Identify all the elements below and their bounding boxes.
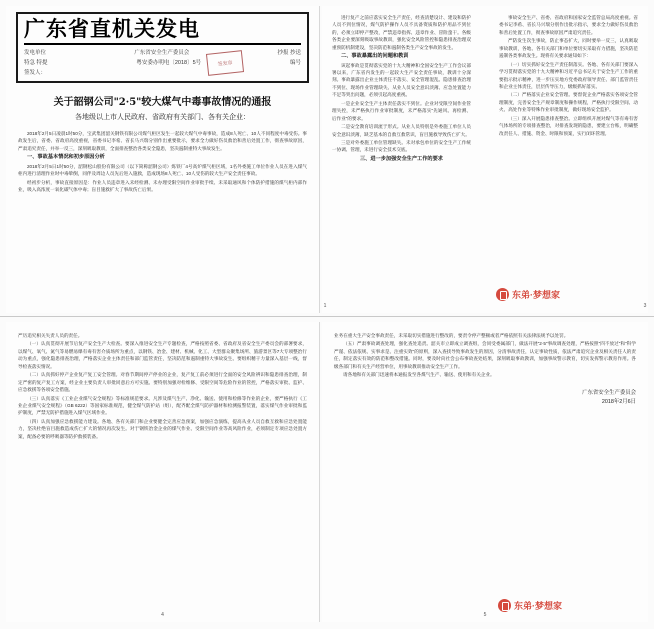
sheet-divider [0, 316, 654, 317]
page-number: 4 [161, 612, 164, 618]
paragraph: 2018年2月5日凌晨1时50分，宝武集团韶关钢铁有限公司煤气柜区发生一起较大煤气中毒事故，造成8人死亡、10人不同程度中毒受伤。事故发生后，省委、省政府高度重视，省委书记李希、省长马兴瑞分别作出重要批示，要求全力做好伤员救治和善后处置工作，彻查事故原因，严肃追究责任，并举一反三，深刻吸取教训，全面排查整治各类安全隐患，坚决遏制重特大事故发生。 [18, 131, 307, 151]
issue-date: 2018年2月6日 [601, 398, 636, 405]
red-seal-stamp: 签发章 [206, 50, 244, 76]
watermark-badge-icon [498, 599, 511, 612]
paragraph: 该起事故是贯彻落实党的十九大精神和全国安全生产工作会议部署以来，广东省内发生的一起较大生产安全责任事故，教训十分深刻。事故暴露出企业主体责任不落实、安全管理混乱、隐患排查治理不到位、现场作业管理缺失、从业人员安全意识淡薄、应急处置能力不足等突出问题，必须引起高度重视。 [332, 62, 471, 98]
paragraph: 经初步分析，事故直接原因是：作业人员违章进入未经检测、未办理受限空间作业审批手续、未采取通风和个体防护措施的煤气柜内部作业，吸入高浓度一氧化碳气体中毒；盲目施救扩大了事故伤亡后果。 [18, 179, 307, 193]
paragraph: （一）认真贯彻开展节后复产安全生产大检查。要深入推进安全生产专题检查，严格按照省委、省政府及省安全生产委员会的部署要求，以煤气、氧气、氮气等易燃易爆有毒有害介质场所为重点，以钢铁、冶金、建材、机械、化工、大型群众聚集场所、旅游景区等7大专项整治行动为重点，强化隐患排查治理，严格落实企业主体责任和部门监管责任，坚决防范和遏制重特大事故发生。要组织精干力量深入基层一线，督导检查落实情况。 [18, 341, 307, 369]
paragraph: （五）严肃事故调查处理，强化查处追责。韶关市立即成立调查组，会同受委属部门，做法开展"2·5"事故调查处理，严格按照"四不放过"和"科学严谨、依法依规、实事求是、注重实效"的原则，深入查找导致事故发生的原因，分清事故责任，认定事故性质，依法严肃追究企业及相关责任人的责任，制定落实有效的防范和整改措施。同时，要及时向社会公布事故查处结果，深刻吸取事故教训，加强事故警示教育，切实发挥警示教育作用。各级各部门和有关生产经营单位，用事故教训推动安全生产工作。 [334, 341, 636, 369]
page-1-body [18, 130, 307, 193]
masthead-meta-center: 广东省安全生产委员会 [134, 50, 190, 57]
masthead-number-row [24, 58, 301, 66]
masthead-meta-left: 发电单位 [24, 50, 47, 57]
masthead-urgency: 特急 特提 [24, 60, 48, 67]
paragraph: （三）深入开展隐患排查整治。立即组织开展对煤气等有毒有害气体场所的专项排查整治，对排查发现的隐患，要建立台账，明确整改责任人、措施、资金、时限和预案，实行闭环管理。 [499, 115, 638, 136]
watermark [498, 599, 562, 612]
section-heading: 三、进一步加强安全生产工作的要求 [359, 155, 443, 162]
masthead-doc-number: 粤安委办明电〔2018〕5号 [136, 60, 202, 67]
paragraph: （一）切实抓好安全生产责任制落实。各地、各有关部门要深入学习贯彻落实党的十九大精神和习近平总书记关于安全生产工作的重要指示批示精神，进一步压实地方党委政府领导责任、部门监管责任和企业主体责任，层层传导压力，级级抓好落实。 [499, 61, 638, 89]
page-3-column-right [499, 14, 638, 137]
paragraph: 一是企业安全生产主体责任落实不到位。企业对受限空间作业管理失控，未严格执行作业审批制度，未严格落实"先通风、再检测、后作业"的要求。 [332, 100, 471, 121]
paragraph: 严历追究相关失责人员的责任。 [18, 333, 83, 338]
signature-block [322, 389, 636, 407]
watermark-text: 东弟·梦想家 [514, 601, 562, 611]
paragraph: （四）认真加强应急救援能力建设。各地、各有关部门和企业要健全完善应急预案，加强应急演练，提高从业人员自救互救和应急处置能力，坚决杜绝盲目施救造成伤亡扩大的情况再次发生。对于钢铁冶金企业的煤气作业、受限空间作业等高风险作业，必须制定专项应急处置方案，配备必要的呼吸器等防护救援装备。 [18, 418, 307, 439]
masthead-meta-right: 抄报 抄送 [277, 50, 301, 57]
paragraph: 事故安全生产、省委、省政府和国家安全监管总局高度重视。省委书记李希、省长马兴瑞分别作出批示指示，要求全力做好伤员救治和善后处置工作，彻查事故原因严肃追究责任。 [499, 15, 638, 35]
paragraph: 业务在重大生产安全事故责任，未采取切实措施进行整改的，要责令停产整顿或者严格依照有关法律法规予以处罚。 [334, 333, 569, 338]
masthead-number-label: 编号 [289, 60, 301, 67]
paragraph: 三是对外委施工单位管理缺失。未对承包单位的安全生产工作统一协调、管理，未进行安全技术交底。 [332, 139, 471, 153]
paragraph: 2018年2月5日1时50分，韶钢松山股份有限公司（以下简称韶钢公司）炼铁厂4号高炉煤气柜区域，1名外委施工单位作业人员在进入煤气柜内进行清理作业时中毒晕倒，同伴及周边人员先后进入施救，造成现场8人死亡、10人受伤的较大生产安全责任事故。 [18, 163, 307, 177]
watermark-badge-icon [496, 288, 509, 301]
page-number: 5 [483, 612, 487, 618]
paragraph: （三）认真落实《工业企业煤气安全规程》等标准规范要求。凡涉及煤气生产、净化、输送、使用和检修等作业的企业，要严格执行《工业企业煤气安全规程》（GB 6222）等国家标准规范，健全煤气防护站（组），配齐配全煤气防护器材和检测报警装置，落实煤气作业审批和监护制度，严禁无防护措施进入煤气区域作业。 [18, 395, 307, 416]
section-heading: 二、事故暴露出的问题和教训 [341, 53, 409, 60]
document-addressee: 各地级以上市人民政府、省政府有关部门、各有关企业： [75, 114, 250, 122]
page-number: 3 [643, 303, 647, 309]
page-3-column-left [332, 14, 471, 163]
paragraph: 二是安全教育培训流于形式。从业人员特别是外委施工单位人员安全意识淡薄，缺乏基本的自救互救常识，盲目施救导致伤亡扩大。 [332, 124, 471, 137]
page-5 [322, 322, 648, 622]
paragraph: 进行复产之前应落实安全生产责任，经查清楚设计、建设和防护人员不到位情况，煤气防护操作人员不具备资质和防护用品不到位的，必须立即停产整改，严禁违章指挥、违章作业、冒险蛮干。各级各类企业要深刻吸取事故教训，强化安全风险管控和隐患排查治理双重预防机制建设，坚决防范和遏制各类生产安全事故的发生。 [332, 15, 471, 50]
page-number: 1 [323, 303, 327, 309]
page-3 [322, 6, 648, 313]
masthead-rule [24, 43, 301, 45]
masthead-signer: 签发人： [24, 70, 47, 77]
masthead [16, 12, 309, 83]
page-1 [6, 6, 320, 313]
paragraph: （二）严格落实企业安全管理。要督促企业严格落实各项安全管理制度，完善安全生产规章制度和操作规程，严格执行受限空间、动火、高处作业等特殊作业审批制度，做好现场安全监护。 [499, 92, 638, 113]
paragraph: 请各地和有关部门迅速将本通报发至各煤气生产、输送、使用和有关企业。 [343, 372, 495, 378]
watermark [496, 288, 560, 301]
section-heading: 一、事故基本情况和初步原因分析 [27, 154, 105, 161]
issuing-organization: 广东省安全生产委员会 [582, 389, 636, 396]
page-title: 关于韶钢公司"2·5"较大煤气中毒事故情况的通报 [53, 97, 272, 109]
masthead-title: 广东省直机关发电 [24, 16, 200, 41]
page-5-body [334, 332, 636, 379]
page-4-body [18, 332, 307, 440]
watermark-text: 东弟·梦想家 [512, 290, 560, 300]
masthead-meta-row [24, 48, 301, 56]
page-4 [6, 322, 320, 622]
paragraph: 严防发生次生事故，防止事态扩大，同时要举一反三，认真吸取事故教训，各地、各有关部门和单位要切实采取有力措施，坚决防范遏制各类事故发生。现将有关要求通知如下： [499, 38, 638, 59]
paragraph: （二）认真抓好停产企业复产复工安全管理。对春节期间停产停业的企业，复产复工前必须进行全面的安全风险辨识和隐患排查治理，制定严密的复产复工方案，经企业主要负责人审批同意后方可实施。要特别加强对检维修、受限空间等危险作业的管控，严格落实审批、监护、应急救援等各项安全措施。 [18, 372, 307, 393]
